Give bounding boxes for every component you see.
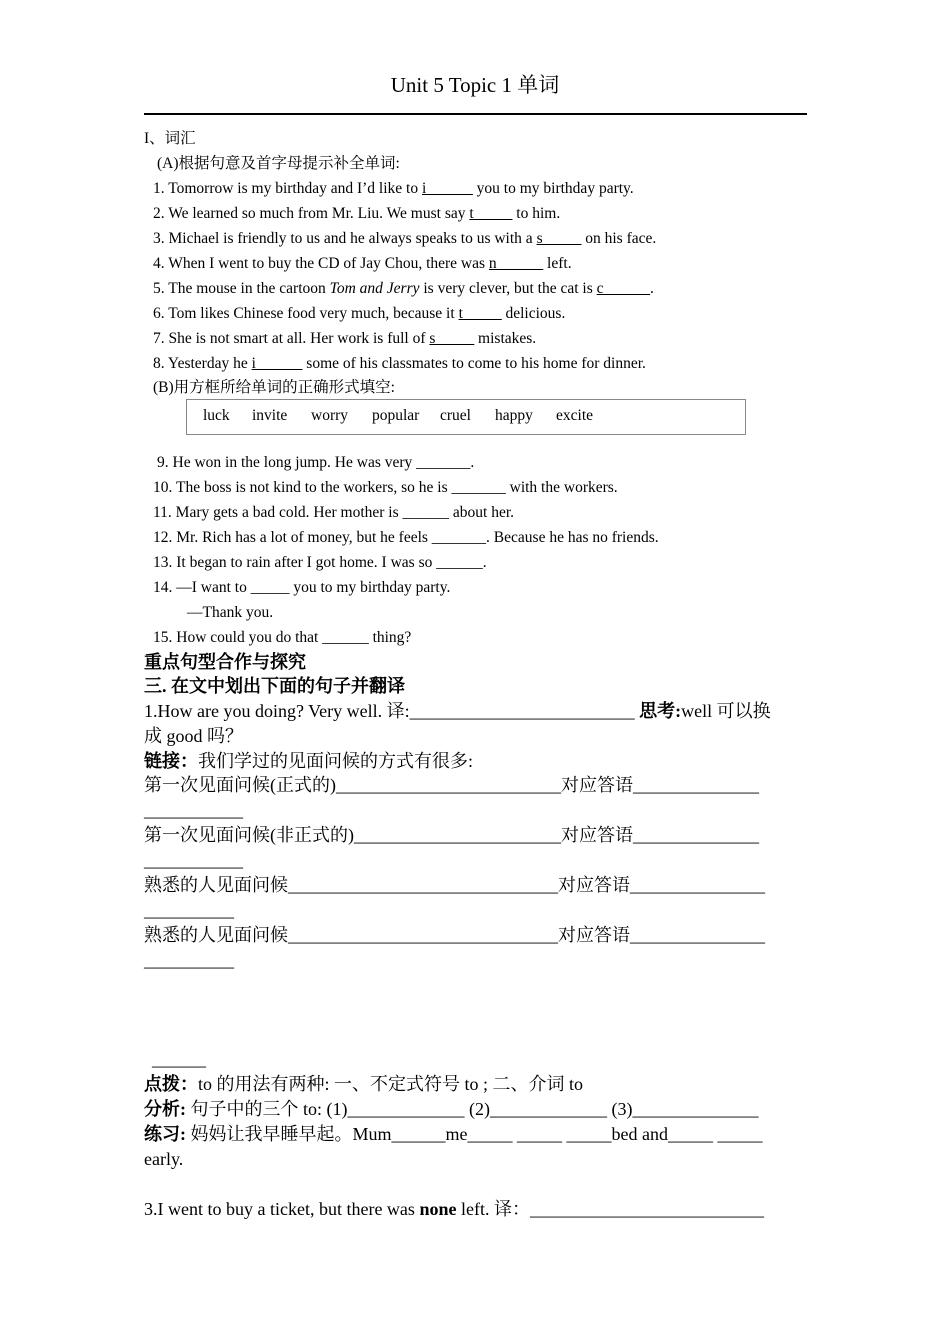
item-12: 12. Mr. Rich has a lot of money, but he feels _______. Because he has no friends. [153,529,659,546]
hint-note: 点拨：to 的用法有两种: 一、不定式符号 to ; 二、介词 to [144,1074,584,1094]
greeting-row: 第一次见面问候(正式的)_________________________对应答语______________ [144,775,759,795]
greeting-row: 熟悉的人见面问候______________________________对应答语_______________ [144,925,765,945]
item-6: 6. Tom likes Chinese food very much, because it t_____ delicious. [153,305,566,322]
practice-note: 练习: 妈妈让我早睡早起。Mum______me_____ _____ _____bed and_____ _____ [144,1124,763,1144]
word-box-item: worry [311,407,349,424]
item-9: 9. He won in the long jump. He was very _______. [157,454,475,471]
analysis-note: 分析: 句子中的三个 to: (1)_____________ (2)_____________ (3)______________ [144,1099,759,1119]
item-1: 1. Tomorrow is my birthday and I’d like to i______ you to my birthday party. [153,180,634,197]
word-box-item: luck [203,407,230,424]
part-b-label: (B)用方框所给单词的正确形式填空: [153,379,395,396]
section-heading-translate: 三. 在文中划出下面的句子并翻译 [144,676,405,696]
item-8: 8. Yesterday he i______ some of his classmates to come to his home for dinner. [153,355,646,372]
item-4: 4. When I went to buy the CD of Jay Chou, there was n______ left. [153,255,572,272]
item-7: 7. She is not smart at all. Her work is full of s_____ mistakes. [153,330,537,347]
practice-note-line2: early. [144,1149,184,1169]
item-14-reply: —Thank you. [187,604,274,621]
section-heading-sentences: 重点句型合作与探究 [144,652,306,672]
word-box-item: cruel [440,407,471,424]
title-rule [144,113,807,115]
word-box-item: invite [252,407,288,424]
word-box-item: happy [495,407,533,424]
item-5: 5. The mouse in the cartoon Tom and Jerry is very clever, but the cat is c______. [153,280,654,297]
greeting-row-continued: __________ [144,950,234,970]
question-1-line2: 成 good 吗？ [144,726,243,746]
greeting-row-continued: ___________ [144,850,243,870]
item-2: 2. We learned so much from Mr. Liu. We must say t_____ to him. [153,205,561,222]
question-1: 1.How are you doing? Very well. 译:_________________________ 思考:well 可以换 [144,701,771,721]
lone-blank: ______ [152,1049,206,1069]
greeting-row: 第一次见面问候(非正式的)_______________________对应答语______________ [144,825,759,845]
part-a-label: (A)根据句意及首字母提示补全单词: [157,155,400,172]
item-10: 10. The boss is not kind to the workers, so he is _______ with the workers. [153,479,618,496]
link-note: 链接：我们学过的见面问候的方式有很多: [144,751,473,771]
word-box-item: excite [556,407,594,424]
item-3: 3. Michael is friendly to us and he always speaks to us with a s_____ on his face. [153,230,657,247]
greeting-row-continued: __________ [144,900,234,920]
item-13: 13. It began to rain after I got home. I was so ______. [153,554,487,571]
page-title: Unit 5 Topic 1 单词 [390,73,560,97]
item-15: 15. How could you do that ______ thing? [153,629,412,646]
word-box-item: popular [372,407,420,424]
question-3: 3.I went to buy a ticket, but there was none left. 译：__________________________ [144,1199,764,1219]
item-11: 11. Mary gets a bad cold. Her mother is ______ about her. [153,504,515,521]
item-14: 14. —I want to _____ you to my birthday party. [153,579,451,596]
word-box [186,399,746,435]
section-heading-vocab: I、词汇 [144,130,196,147]
greeting-row-continued: ___________ [144,800,243,820]
greeting-row: 熟悉的人见面问候______________________________对应答语_______________ [144,875,765,895]
